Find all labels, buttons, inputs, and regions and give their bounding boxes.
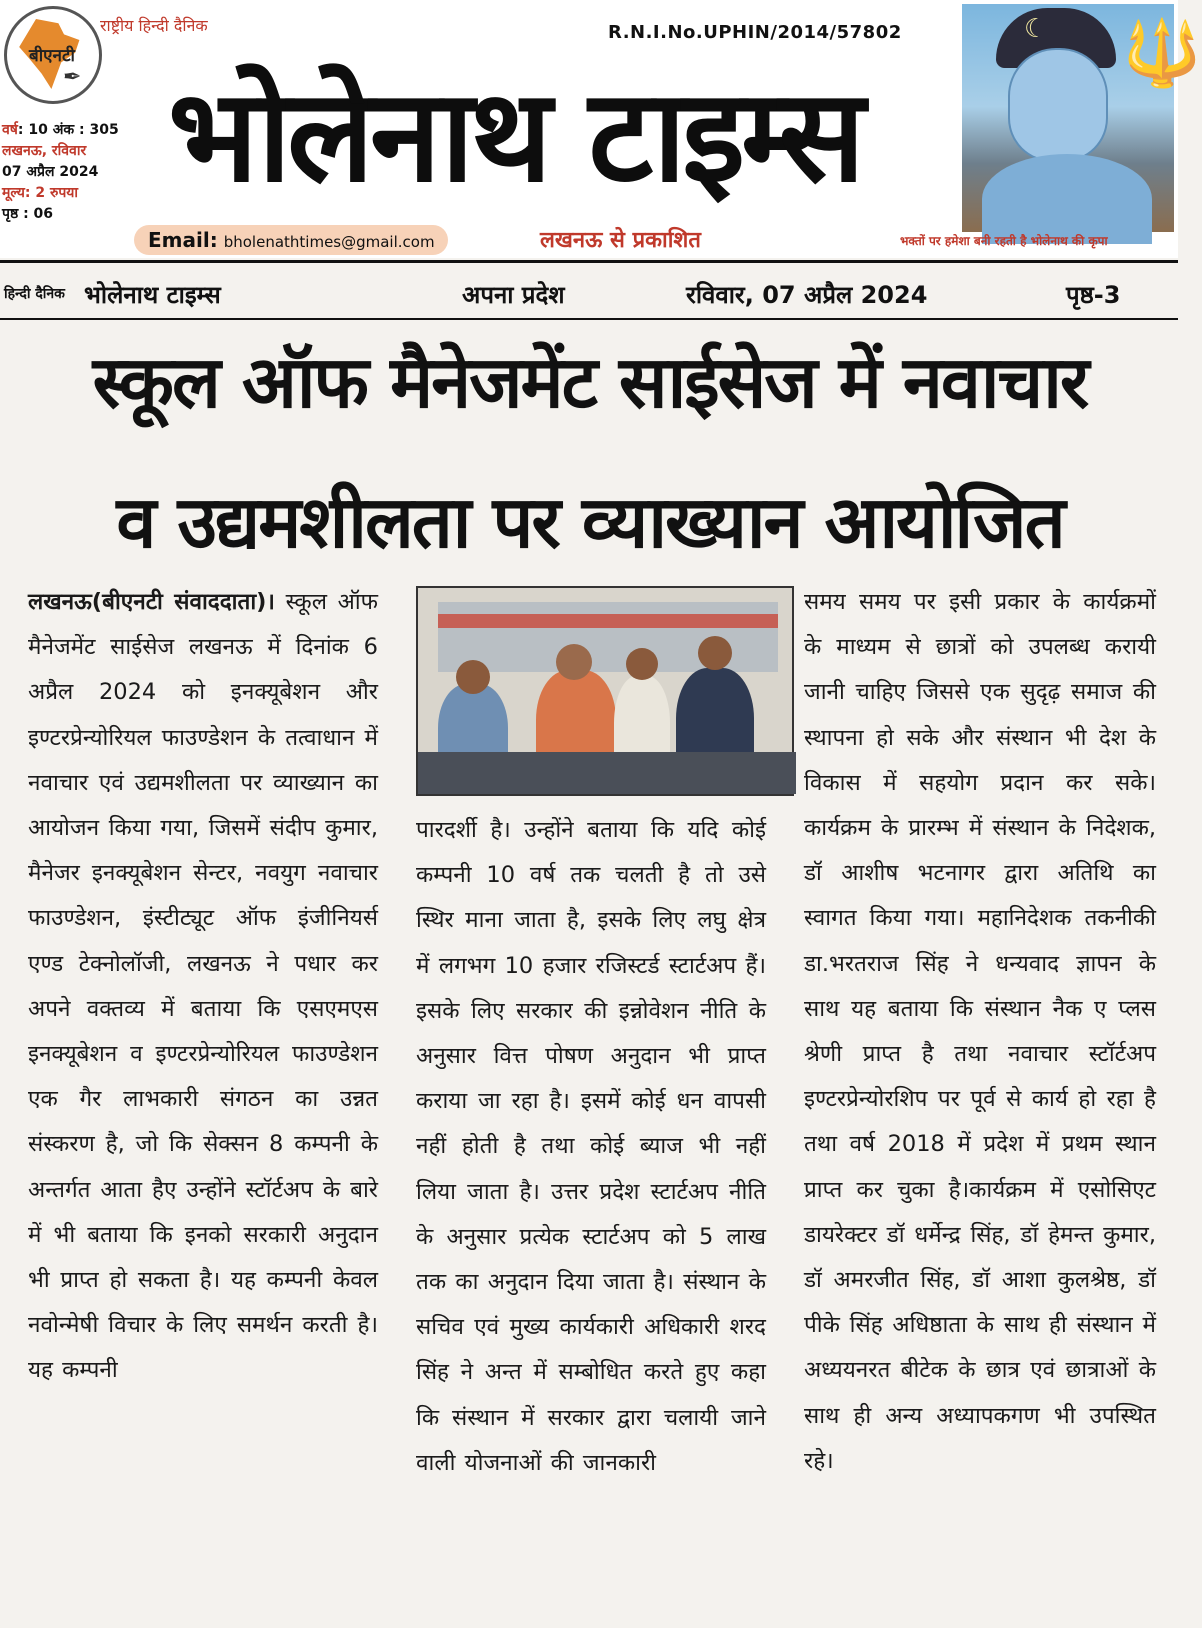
issue-volume: वर्ष: 10 अंक : 305 bbox=[2, 122, 119, 138]
deity-image bbox=[962, 4, 1202, 232]
dateline: लखनऊ(बीएनटी संवाददाता)। bbox=[28, 589, 275, 615]
masthead bbox=[0, 0, 1202, 258]
trident-icon: 🔱 bbox=[1122, 17, 1202, 91]
rni-number: R.N.I.No.UPHIN/2014/57802 bbox=[608, 22, 902, 43]
event-photo bbox=[416, 586, 794, 796]
folio-page-number: पृष्ठ-3 bbox=[1066, 281, 1121, 309]
article-column-2 bbox=[416, 808, 766, 1628]
issue-info bbox=[2, 120, 119, 225]
email-pill bbox=[134, 225, 448, 255]
tagline-top: राष्ट्रीय हिन्दी दैनिक bbox=[100, 16, 208, 35]
crescent-moon-icon: ☾ bbox=[1024, 14, 1048, 44]
article-column-3 bbox=[804, 580, 1156, 1628]
folio-paper-name: भोलेनाथ टाइम्स bbox=[84, 281, 221, 309]
issue-price: मूल्य: 2 रुपया bbox=[2, 185, 79, 201]
folio-divider bbox=[0, 318, 1178, 320]
paper-name: भोलेनाथ टाइम्स bbox=[168, 62, 862, 211]
column-1-text: स्कूल ऑफ मैनेजमेंट साईसेज लखनऊ में दिनांक 6 अप्रैल 2024 को इनक्यूबेशन और इण्टरप्रेन्योरियल फाउण्डेशन के तत्वाधान में नवाचार एवं उद्यमशीलता पर व्याख्यान का आयोजन किया गया, जिसमें संदीप कुमार, मैनेजर इनक्यूबेशन सेन्टर, नवयुग नवाचार फाउण्डेशन, इंस्टीट्यूट ऑफ इंजीनियर्स एण्ड टेक्नोलॉजी, लखनऊ ने पधार कर अपने वक्तव्य में बताया कि एसएमएस इनक्यूबेशन व इण्टरप्रेन्योरियल फाउण्डेशन एक गैर लाभकारी संगठन का उन्नत संस्करण है, जो कि सेक्सन 8 कम्पनी के अन्तर्गत आता हैए उन्होंने स्टॉर्टअप के बारे में भी बताया कि इनको सरकारी अनुदान भी प्राप्त हो सकता है। यह कम्पनी केवल नवोन्मेषी विचार के लिए समर्थन करती है। यह कम्पनी bbox=[28, 589, 378, 1384]
folio-date: रविवार, 07 अप्रैल 2024 bbox=[686, 281, 928, 309]
folio-section: अपना प्रदेश bbox=[462, 281, 565, 309]
paper-logo bbox=[4, 6, 102, 104]
article-column-1 bbox=[28, 580, 378, 1628]
deity-caption: भक्तों पर हमेशा बनी रहती है भोलेनाथ की कृपा bbox=[900, 234, 1108, 248]
folio-paper-prefix: हिन्दी दैनिक bbox=[4, 286, 65, 302]
email-label: Email: bbox=[148, 228, 218, 252]
issue-date: 07 अप्रैल 2024 bbox=[2, 164, 99, 180]
published-from: लखनऊ से प्रकाशित bbox=[540, 228, 701, 253]
headline-line-2: व उद्यमशीलता पर व्याख्यान आयोजित bbox=[116, 480, 1064, 564]
column-3-text: समय समय पर इसी प्रकार के कार्यक्रमों के माध्यम से छात्रों को उपलब्ध करायी जानी चाहिए जिससे एक सुदृढ़ समाज की स्थापना हो सके और संस्थान भी देश के विकास में सहयोग प्रदान कर सके। कार्यक्रम के प्रारम्भ में संस्थान के निदेशक, डॉ आशीष भटनागर द्वारा अतिथि का स्वागत किया गया। महानिदेशक तकनीकी डा.भरतराज सिंह ने धन्यवाद ज्ञापन के साथ यह बताया कि संस्थान नैक ए प्लस श्रेणी प्राप्त है तथा नवाचार स्टॉर्टअप इण्टरप्रेन्योरशिप पर पूर्व से कार्य हो रहा है तथा वर्ष 2018 में प्रदेश में प्रथम स्थान प्राप्त कर चुका है।कार्यक्रम में एसोसिएट डायरेक्टर डॉ धर्मेन्द्र सिंह, डॉ हेमन्त कुमार, डॉ अमरजीत सिंह, डॉ आशा कुलश्रेष्ठ, डॉ पीके सिंह अधिष्ठाता के साथ ही संस्थान में अध्ययनरत बीटेक के छात्र एवं छात्राओं के साथ ही अन्य अध्यापकगण भी उपस्थित रहे। bbox=[804, 589, 1156, 1474]
headline-line-1: स्कूल ऑफ मैनेजमेंट साईसेज में नवाचार bbox=[92, 340, 1088, 424]
masthead-divider bbox=[0, 260, 1178, 263]
logo-text: बीएनटी bbox=[29, 46, 75, 66]
email-address[interactable]: bholenathtimes@gmail.com bbox=[223, 233, 435, 251]
quill-icon: ✒ bbox=[63, 65, 82, 90]
column-2-text: पारदर्शी है। उन्होंने बताया कि यदि कोई कम्पनी 10 वर्ष तक चलती है तो उसे स्थिर माना जाता है, इसके लिए लघु क्षेत्र में लगभग 10 हजार रजिस्टर्ड स्टार्टअप हैं। इसके लिए सरकार की इन्नोवेशन नीति के अनुसार वित्त पोषण अनुदान भी प्राप्त कराया जा रहा है। इसमें कोई धन वापसी नहीं होती है तथा कोई ब्याज भी नहीं लिया जाता है। उत्तर प्रदेश स्टार्टअप नीति के अनुसार प्रत्येक स्टार्टअप को 5 लाख तक का अनुदान दिया जाता है। संस्थान के सचिव एवं मुख्य कार्यकारी अधिकारी शरद सिंह ने अन्त में सम्बोधित करते हुए कहा कि संस्थान में सरकार द्वारा चलायी जाने वाली योजनाओं की जानकारी bbox=[416, 817, 766, 1476]
issue-place-day: लखनऊ, रविवार bbox=[2, 143, 87, 159]
issue-pages: पृष्ठ : 06 bbox=[2, 206, 54, 222]
